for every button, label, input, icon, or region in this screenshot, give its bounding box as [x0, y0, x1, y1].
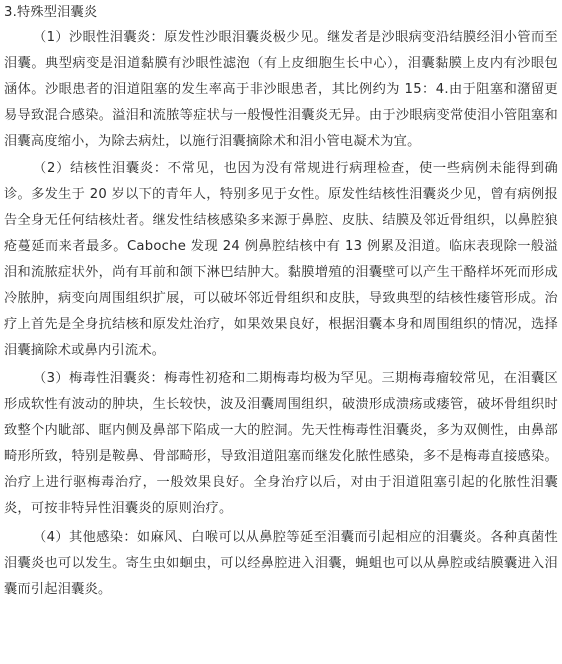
paragraph-trachoma-dacryocystitis: （1）沙眼性泪囊炎：原发性沙眼泪囊炎极少见。继发者是沙眼病变沿结膜经泪小管而至泪囊。典型病变是泪道黏膜有沙眼性滤泡（有上皮细胞生长中心），泪囊黏膜上皮内有沙眼包涵体。沙眼患者的泪道阻塞的发生率高于非沙眼患者，其比例约为 15：4.由于阻塞和潴留更易导致混合感染。溢泪和流脓等症状与一般慢性泪囊炎无异。由于沙眼病变常使泪小管阻塞和泪囊高度缩小，为除去病灶，以施行泪囊摘除术和泪小管电凝术为宜。: [4, 30, 558, 149]
paragraph-syphilitic-dacryocystitis: （3）梅毒性泪囊炎：梅毒性初疮和二期梅毒均极为罕见。三期梅毒瘤较常见，在泪囊区形成软性有波动的肿块，生长较快，波及泪囊周围组织，破溃形成溃疡或瘘管，破坏骨组织时致整个内眦部、眶内侧及鼻部下陷成一大的腔洞。先天性梅毒性泪囊炎，多为双侧性，由鼻部畸形所致，特别是鞍鼻、骨部畸形，导致泪道阻塞而继发化脓性感染，多不是梅毒直接感染。治疗上进行驱梅毒治疗，一般效果良好。全身治疗以后，对由于泪道阻塞引起的化脓性泪囊炎，可按非特异性泪囊炎的原则治疗。: [4, 371, 558, 516]
paragraph-other-infections: （4）其他感染：如麻风、白喉可以从鼻腔等延至泪囊而引起相应的泪囊炎。各种真菌性泪囊炎也可以发生。寄生虫如蛔虫，可以经鼻腔进入泪囊，蝇蛆也可以从鼻腔或结膜囊进入泪囊而引起泪囊炎。: [4, 530, 558, 597]
section-heading: 3.特殊型泪囊炎: [4, 5, 98, 20]
paragraph-tuberculous-dacryocystitis: （2）结核性泪囊炎：不常见，也因为没有常规进行病理检查，使一些病例未能得到确诊。多发生于 20 岁以下的青年人，特别多见于女性。原发性结核性泪囊炎少见，曾有病例报告全身无任何结核灶者。继发性结核感染多来源于鼻腔、皮肤、结膜及邻近骨组织，以鼻腔狼疮蔓延而来者最多。Caboche 发现 24 例鼻腔结核中有 13 例累及泪道。临床表现除一般溢泪和流脓症状外，尚有耳前和颌下淋巴结肿大。黏膜增殖的泪囊壁可以产生干酪样坏死而形成冷脓肿，病变向周围组织扩展，可以破坏邻近骨组织和皮肤，导致典型的结核性瘘管形成。治疗上首先是全身抗结核和原发灶治疗，如果效果良好，根据泪囊本身和周围组织的情况，选择泪囊摘除术或鼻内引流术。: [4, 161, 558, 358]
